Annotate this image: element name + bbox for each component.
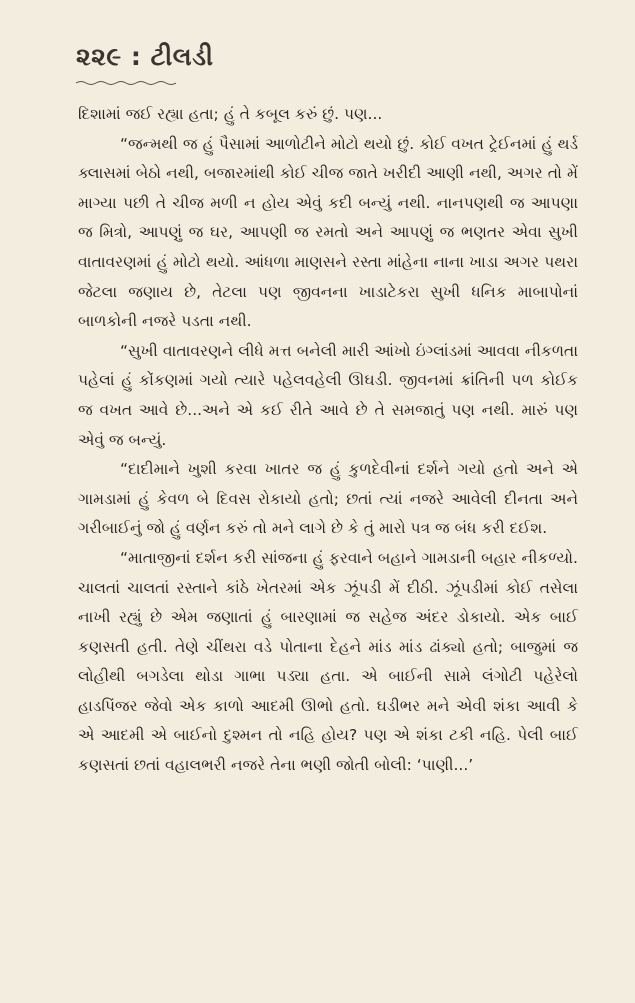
paragraph: “માતાજીનાં દર્શન કરી સાંજના હું ફરવાને બહાને ગામડાની બહાર નીકળ્યો. ચાલતાં ચાલતાં રસ્તાને કાંઠે ખેતરમાં એક ઝૂંપડી મેં દીઠી. ઝૂંપડીમાં કોઈ તસેલા નાખી રહ્યું છે એમ જણાતાં હું બારણામાં જ સહેજ અંદર ડોકાયો. એક બાઈ કણસતી હતી. તેણે ચીંથરા વડે પોતાના દેહને માંડ માંડ ઢાંક્યો હતો; બાજુમાં જ લોહીથી બગડેલા થોડા ગાભા પડ્યા હતા. એ બાઈની સામે લંગોટી પહેરેલો હાડપિંજર જેવો એક કાળો આદમી ઊભો હતો. ઘડીભર મને એવી શંકા આવી કે એ આદમી એ બાઈનો દુશ્મન તો નહિ હોય? પણ એ શંકા ટકી નહિ. પેલી બાઈ કણસતાં છતાં વહાલભરી નજરે તેના ભણી જોતી બોલી: ‘પાણી...’ bbox=[78, 548, 578, 775]
paragraph: દિશામાં જઈ રહ્યા હતા; હું તે કબૂલ કરું છું. પણ... bbox=[78, 105, 383, 123]
running-header bbox=[76, 42, 214, 72]
header-separator: : bbox=[130, 42, 142, 71]
page-number: ૨૨૯ bbox=[76, 42, 122, 71]
chapter-title: ટીલડી bbox=[150, 42, 214, 71]
header-underline-ornament bbox=[76, 80, 176, 86]
paragraph: “સુખી વાતાવરણને લીધે મત્ત બનેલી મારી આંખો ઇંગ્લાંડમાં આવવા નીકળતા પહેલાં હું કોંકણમાં ગયો ત્યારે પહેલવહેલી ઊઘડી. જીવનમાં ક્રાંતિની પળ કોઈક જ વખત આવે છે...અને એ કઈ રીતે આવે છે તે સમજાતું પણ નથી. મારું પણ એવું જ બન્યું. bbox=[78, 341, 578, 449]
paragraph: “દાદીમાને ખુશી કરવા ખાતર જ હું કુળદેવીનાં દર્શને ગયો હતો અને એ ગામડામાં હું કેવળ બે દિવસ રોકાયો હતો; છતાં ત્યાં નજરે આવેલી દીનતા અને ગરીબાઈનું જો હું વર્ણન કરું તો મને લાગે છે કે તું મારો પત્ર જ બંધ કરી દઈશ. bbox=[78, 460, 578, 538]
paragraph: “જન્મથી જ હું પૈસામાં આળોટીને મોટો થયો છું. કોઈ વખત ટ્રેઈનમાં હું થર્ડ ક્લાસમાં બેઠો નથી, બજારમાંથી કોઈ ચીજ જાતે ખરીદી આણી નથી, અગર તો મેં માગ્યા પછી તે ચીજ મળી ન હોય એવું કદી બન્યું નથી. નાનપણથી જ આપણા જ મિત્રો, આપણું જ ઘર, આપણી જ રમતો અને આપણું જ ભણતર એવા સુખી વાતાવરણમાં હું મોટો થયો. આંધળા માણસને રસ્તા માંહેના નાના ખાડા અગર પથરા જેટલા જણાય છે, તેટલા પણ જીવનના ખાડાટેકરા સુખી ધનિક માબાપોનાં બાળકોની નજરે પડતા નથી. bbox=[78, 134, 578, 331]
body-text bbox=[78, 100, 578, 781]
